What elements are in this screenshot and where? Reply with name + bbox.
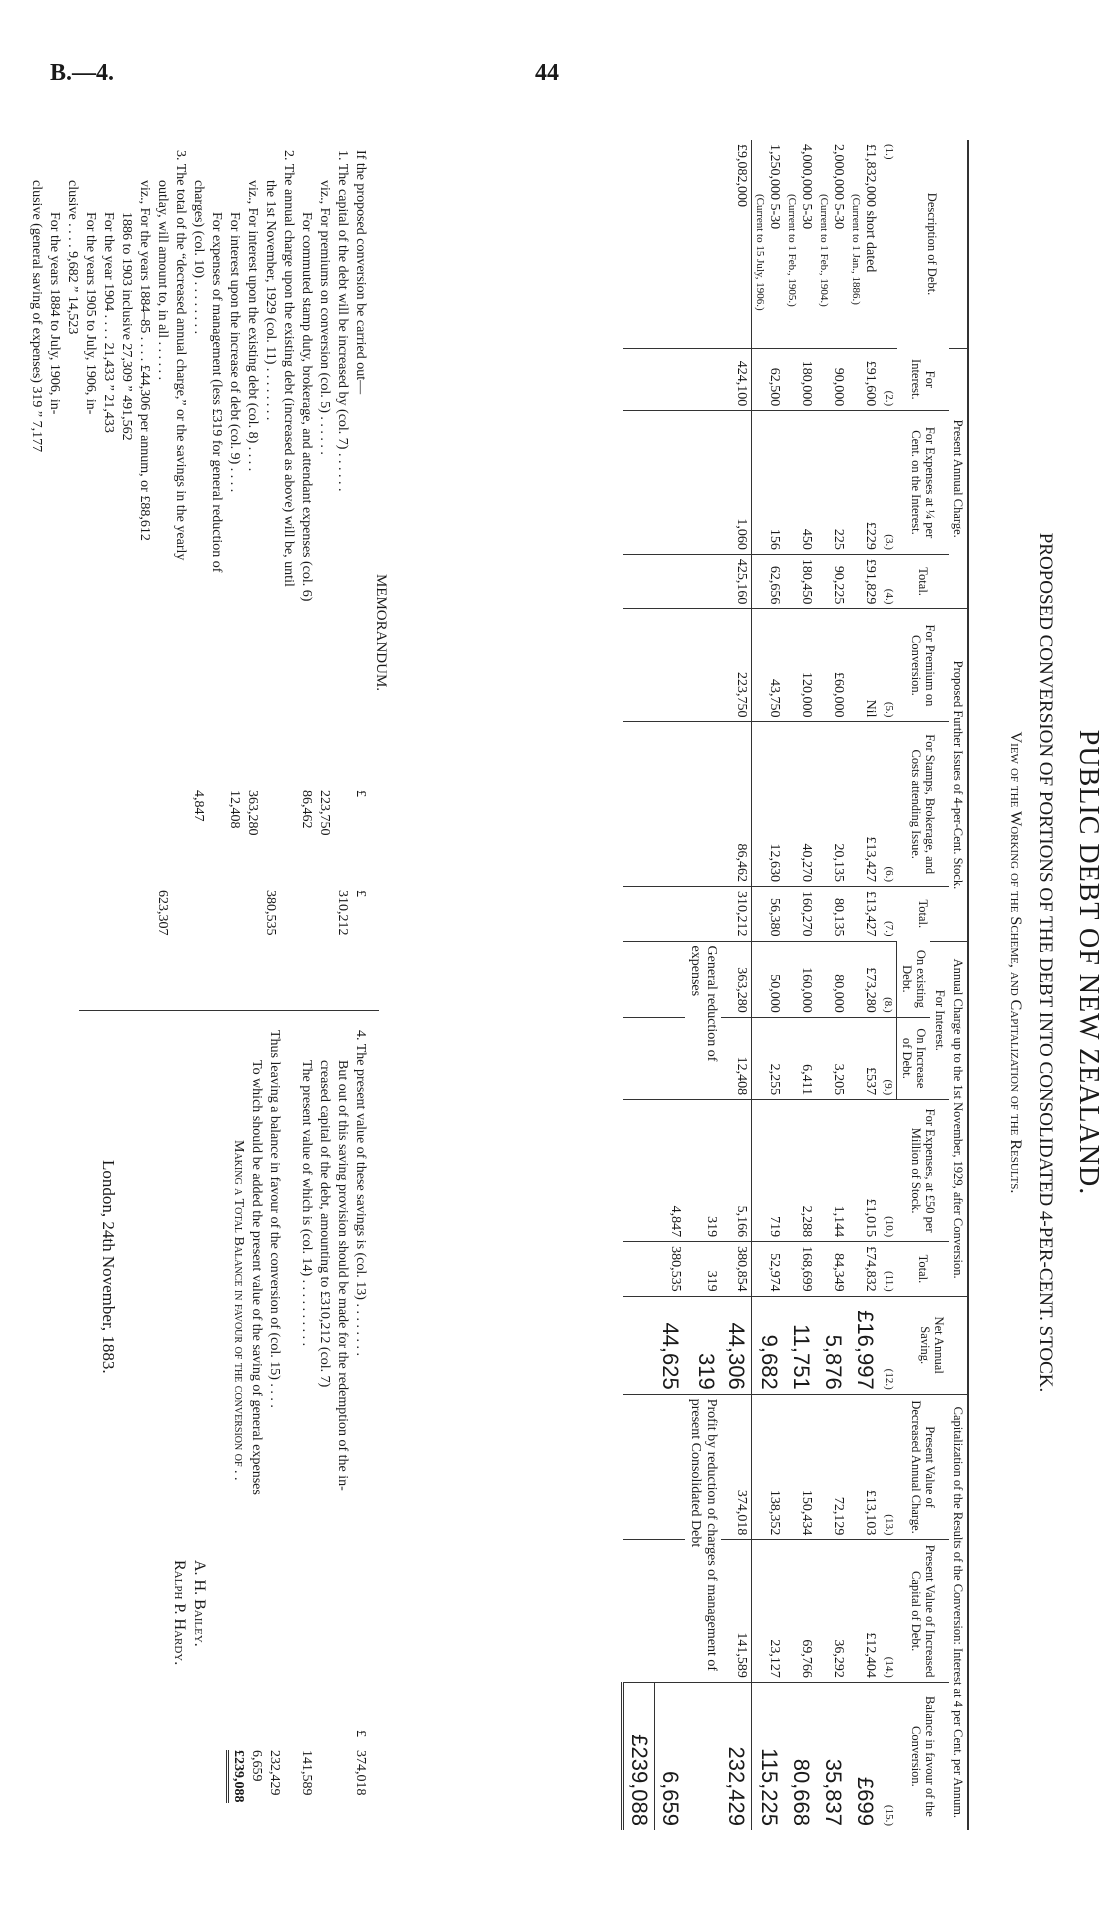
memo-text: 2. The annual charge upon the existing debt (increased as above) will be, until [281,150,296,587]
debt-amount: 2,000,000 5-30 [831,144,847,230]
table-cell: 56,380 [752,887,785,942]
signature-hardy: Ralph P. Hardy. [171,1560,188,1666]
table-cell: 12,408 [722,1017,753,1099]
col-header: For Interest. [908,359,938,400]
memo-line [247,1030,265,1825]
empty-cell [655,349,686,411]
table-cell: 80,668 [785,1682,817,1830]
table-cell: 44,625 [655,1296,686,1394]
table-cell: 450 [785,411,817,555]
memo-amount: 6,659 [249,1750,264,1782]
table-cell: 160,000 [785,941,817,1017]
empty-cell [686,887,722,942]
debt-currency-note: (Current to 1 Feb., 1905.) [786,194,799,307]
memo-line [279,150,297,995]
debt-amount: £9,082,000 [734,144,750,207]
memo-text: clusive (general saving of expenses) 319 ” 7,177 [29,180,44,453]
table-cell: 5,166 [722,1100,753,1242]
empty-cell [623,1100,655,1242]
memo-line [333,1030,351,1825]
col-header: For Expenses, at £50 per Million of Stock. [897,1100,949,1242]
table-cell: 141,589 [722,1540,753,1682]
empty-cell [623,1296,655,1394]
empty-cell [623,1017,655,1099]
table-cell: Nil [849,609,881,722]
grand-total: £239,088 [623,1682,655,1830]
table-cell: 35,837 [817,1682,849,1830]
col-number: (1.) [883,144,895,160]
memo-amount: 223,750 [317,790,332,836]
table-cell: 319 [686,1296,722,1394]
empty-cell [623,609,655,722]
table-cell: 69,766 [785,1540,817,1682]
table-cell: 115,225 [752,1682,785,1830]
col-number: (4.) [881,554,898,609]
memo-amount: 310,212 [335,890,350,936]
memo-amount: £ [353,890,368,897]
table-cell: 310,212 [722,887,753,942]
memo-line [81,150,99,995]
memo-text: For expenses of management (less £319 for general reduction of [209,212,224,573]
page-subtitle: PROPOSED CONVERSION OF PORTIONS OF THE DEBT INTO CONSOLIDATED 4-PER-CENT. STOCK. [1035,532,1056,1393]
col-header: Total. [897,554,949,609]
empty-cell [655,1394,686,1540]
memo-line [297,1030,315,1825]
table-cell: 319 [686,1242,722,1297]
memo-text: clusive . . . . 9,682 ” 14,523 [65,180,80,335]
col-header: Total. [897,1242,949,1297]
memo-amount: 380,535 [263,890,278,936]
table-cell: £699 [849,1682,881,1830]
table-cell: 12,630 [752,722,785,887]
memo-amount: £ [353,790,368,797]
table-cell: 160,270 [785,887,817,942]
col-header: Balance in favour of the Conversion. [897,1682,949,1830]
empty-cell [655,941,686,1017]
table-cell: 3,205 [817,1017,849,1099]
memo-text: For the years 1905 to July, 1906, in- [83,212,98,415]
col-net-header: Net Annual Saving. [897,1296,968,1394]
empty-cell [686,609,722,722]
memo-text: To which should be added the present value of the saving of general expenses [249,1060,264,1495]
memo-line [297,150,315,995]
empty-cell [655,1540,686,1682]
memo-text: 4. The present value of these savings is (col. 13) . . . . . . . . [353,1030,368,1356]
memo-line [171,150,189,995]
table-cell: 80,135 [817,887,849,942]
table-cell: 4,847 [655,1100,686,1242]
empty-cell [655,887,686,942]
table-cell: £91,600 [849,349,881,411]
empty-cell [686,1682,722,1830]
memo-text: For the year 1904 . . . . 21,433 ” 21,433 [101,212,116,433]
table-cell: 23,127 [752,1540,785,1682]
memo-line [351,150,369,995]
col-number: (12.) [881,1296,898,1394]
empty-cell [655,722,686,887]
memo-amount: £ [353,1730,368,1737]
table-cell: 1,144 [817,1100,849,1242]
table-cell: 62,500 [752,349,785,411]
col-number: (14.) [881,1540,898,1682]
memo-text: 1. The capital of the debt will be increased by (col. 7) . . . . . . [335,150,350,492]
table-row-adjusted-total [655,140,686,1830]
table-cell: 50,000 [752,941,785,1017]
table-cell: 2,288 [785,1100,817,1242]
memo-amount: 141,589 [299,1750,314,1796]
memo-left [27,150,369,995]
memo-line [261,150,279,995]
empty-cell [686,349,722,411]
memo-line [315,1030,333,1825]
table-cell: 168,699 [785,1242,817,1297]
empty-cell [623,722,655,887]
table-row [752,140,785,1830]
empty-cell [623,554,655,609]
debt-description [752,140,785,349]
col-number: (3.) [881,411,898,555]
col-header: For Premium on Conversion. [897,609,949,722]
report-code: B.—4. [50,60,115,86]
empty-cell [655,1017,686,1099]
table-cell: 719 [752,1100,785,1242]
memo-line [117,150,135,995]
group-annual-header: Annual Charge up to the 1st November, 1929, after Conversion. [949,941,968,1296]
memo-spacer [283,1030,297,1825]
memo-text: 3. The total of the “decreased annual charge,” or the savings in the yearly [173,150,188,561]
table-cell: 425,160 [722,554,753,609]
table-cell: 52,974 [752,1242,785,1297]
empty-cell [655,411,686,555]
memo-line [99,150,117,995]
table-cell: 374,018 [722,1394,753,1540]
group-capital-header: Capitalization of the Results of the Conversion: Interest at 4 per Cent. per Annum. [949,1394,968,1830]
page-number: 44 [535,60,559,86]
table-cell: 180,000 [785,349,817,411]
memo-amount: 623,307 [155,890,170,936]
table-cell: 424,100 [722,349,753,411]
memo-line [225,150,243,995]
memo-text: viz., For premiums on conversion (col. 5) . . . . . . [317,180,332,455]
table-cell: 1,060 [722,411,753,555]
col-number: (2.) [881,349,898,411]
memo-text: Thus leaving a balance in favour of the conversion of (col. 15) . . . . [267,1030,282,1408]
table-cell: £229 [849,411,881,555]
table-cell: 363,280 [722,941,753,1017]
col-header: Total. [897,887,949,942]
col-header: For Expenses at ¼ per Cent. on the Interest. [897,411,949,555]
memo-amount: 12,408 [227,790,242,829]
debt-amount: 1,250,000 5-30 [767,144,783,230]
table-cell: 11,751 [785,1296,817,1394]
table-cell: £13,427 [849,887,881,942]
table-cell: £12,404 [849,1540,881,1682]
table-cell: 36,292 [817,1540,849,1682]
memo-amount: 374,018 [353,1750,368,1796]
table-cell: 225 [817,411,849,555]
memo-amount: 86,462 [299,790,314,829]
memo-text: outlay, will amount to, in all . . . . . . [155,180,170,381]
memo-right [229,1030,369,1825]
memo-text: The present value of which is (col. 14) . . . . . . . . . . [299,1060,314,1347]
memo-title: MEMORANDUM. [373,573,389,692]
table-cell: 20,135 [817,722,849,887]
table-cell: 380,535 [655,1242,686,1297]
table-cell: £537 [849,1017,881,1099]
table-cell: 40,270 [785,722,817,887]
column-number-row [881,140,898,1830]
col-number: (8.) [881,941,898,1017]
table-cell: 6,659 [655,1682,686,1830]
empty-cell [623,1540,655,1682]
empty-cell [623,349,655,411]
table-cell: 380,854 [722,1242,753,1297]
empty-cell [623,941,655,1017]
table-cell: £73,280 [849,941,881,1017]
memo-text: creased capital of the debt, amounting to £310,212 (col. 7) [317,1060,332,1388]
debt-description [849,140,881,349]
memo-text: 1886 to 1903 inclusive 27,309 ” 491,562 [119,212,134,441]
memo-text: Making a Total Balance in favour of the conversion of . . [231,1140,246,1481]
table-cell: 5,876 [817,1296,849,1394]
memo-amount: 232,429 [267,1750,282,1796]
table-cell: 180,450 [785,554,817,609]
debt-description [722,140,753,349]
memo-amount: £239,088 [227,1750,248,1803]
table-cell: 80,000 [817,941,849,1017]
table-cell: £16,997 [849,1296,881,1394]
memo-line [63,150,81,995]
page-title: PUBLIC DEBT OF NEW ZEALAND. [1073,729,1104,1196]
col-number: (10.) [881,1100,898,1242]
table-cell: £60,000 [817,609,849,722]
table-cell: £74,832 [849,1242,881,1297]
memo-line [27,150,45,995]
col-number: (13.) [881,1394,898,1540]
memo-line [207,150,225,995]
general-reduction-label: General reduction of expenses [686,941,722,1100]
table-cell: 223,750 [722,609,753,722]
empty-cell [623,140,655,349]
memo-text: the 1st November, 1929 (col. 11) . . . . . . . . [263,180,278,421]
table-row-grand-total [623,140,655,1830]
memo-line [153,150,171,995]
table-cell: 62,656 [752,554,785,609]
empty-cell [686,411,722,555]
group-present-header: Present Annual Charge. [949,349,968,609]
table-cell: 9,682 [752,1296,785,1394]
table-cell: 156 [752,411,785,555]
empty-cell [655,140,686,349]
empty-cell [623,1394,655,1540]
memo-line [189,150,207,995]
memo-text: viz., For interest upon the existing debt (col. 8) . . . . [245,180,260,472]
table-cell: £91,829 [849,554,881,609]
memo-text: If the proposed conversion be carried out— [353,150,368,395]
table-cell: 232,429 [722,1682,753,1830]
col-header: For Stamps, Brokerage, and Costs attending Issue. [897,722,949,887]
memo-text: For interest upon the increase of debt (col. 9) . . . . [227,212,242,493]
col-header: On existing Debt. [897,941,930,1017]
memo-line [265,1030,283,1825]
col-number: (9.) [881,1017,898,1099]
col-header: Present Value of Increased Capital of Debt. [897,1540,949,1682]
empty-cell [623,1242,655,1297]
memo-line [333,150,351,995]
memo-text: But out of this saving provision should be made for the redemption of the in- [335,1060,350,1491]
table-cell: 120,000 [785,609,817,722]
table-cell: £13,103 [849,1394,881,1540]
empty-cell [655,554,686,609]
debt-amount: £1,832,000 short dated [863,144,879,273]
col-header: On Increase of Debt. [897,1017,930,1099]
table-cell: 150,434 [785,1394,817,1540]
table-cell: £1,015 [849,1100,881,1242]
memo-line [243,150,261,995]
memo-line [315,150,333,995]
memo-text: viz., For the years 1884–85 . . . . £44,306 per annum, or £88,612 [137,180,152,541]
memo-line [351,1030,369,1825]
col-number: (7.) [881,887,898,942]
col-description-header: Description of Debt. [925,192,940,296]
table-cell: 86,462 [722,722,753,887]
empty-cell [623,411,655,555]
debt-currency-note: (Current to 1 Jan., 1886.) [850,194,863,305]
col-number: (15.) [881,1682,898,1830]
col-number: (5.) [881,609,898,722]
memo-amount: 4,847 [191,790,206,822]
debt-currency-note: (Current to 15 July, 1906.) [754,194,767,311]
table-cell: 138,352 [752,1394,785,1540]
group-further-header: Proposed Further Issues of 4-per-Cent. Stock. [949,609,968,941]
debt-description [785,140,817,349]
memo-text: For the years 1884 to July, 1906, in- [47,212,62,415]
empty-cell [655,609,686,722]
table-cell: 319 [686,1100,722,1242]
group-for-interest-header: For Interest. [930,941,948,1100]
table-cell: 44,306 [722,1296,753,1394]
memo-line [135,150,153,995]
page-subsubtitle: View of the Working of the Scheme, and Capitalization of the Results. [1007,731,1024,1194]
table-cell: 43,750 [752,609,785,722]
conversion-table [622,140,970,1830]
signature-bailey: A. H. Bailey. [191,1560,208,1647]
memo-amount: 363,280 [245,790,260,836]
col-number: (6.) [881,722,898,887]
empty-cell [686,140,722,349]
table-row [785,140,817,1830]
col-header: Present Value of Decreased Annual Charge. [897,1394,949,1540]
table-cell: 72,129 [817,1394,849,1540]
table-cell: 6,411 [785,1017,817,1099]
table-total-row [722,140,753,1830]
table-cell: £13,427 [849,722,881,887]
table-cell: 2,255 [752,1017,785,1099]
profit-note: Profit by reduction of charges of management of present Consolidated Debt [686,1394,722,1682]
table-row [817,140,849,1830]
empty-cell [686,722,722,887]
table-cell: 90,000 [817,349,849,411]
memo-date: London, 24th November, 1883. [99,1160,118,1374]
table-row [849,140,881,1830]
col-number: (11.) [881,1242,898,1297]
empty-cell [686,554,722,609]
debt-amount: 4,000,000 5-30 [799,144,815,230]
memo-divider [79,1010,379,1011]
table-row-general-reduction [686,140,722,1830]
table-cell: 90,225 [817,554,849,609]
memo-text: charges) (col. 10) . . . . . . . . [191,180,206,335]
memo-text: For commuted stamp duty, brokerage, and attendant expenses (col. 6) [299,212,314,602]
table-cell: 84,349 [817,1242,849,1297]
debt-description [817,140,849,349]
memo-line [229,1030,247,1825]
memo-line [45,150,63,995]
table-body [623,140,897,1830]
empty-cell [623,887,655,942]
debt-currency-note: (Current to 1 Feb., 1904.) [818,194,831,307]
